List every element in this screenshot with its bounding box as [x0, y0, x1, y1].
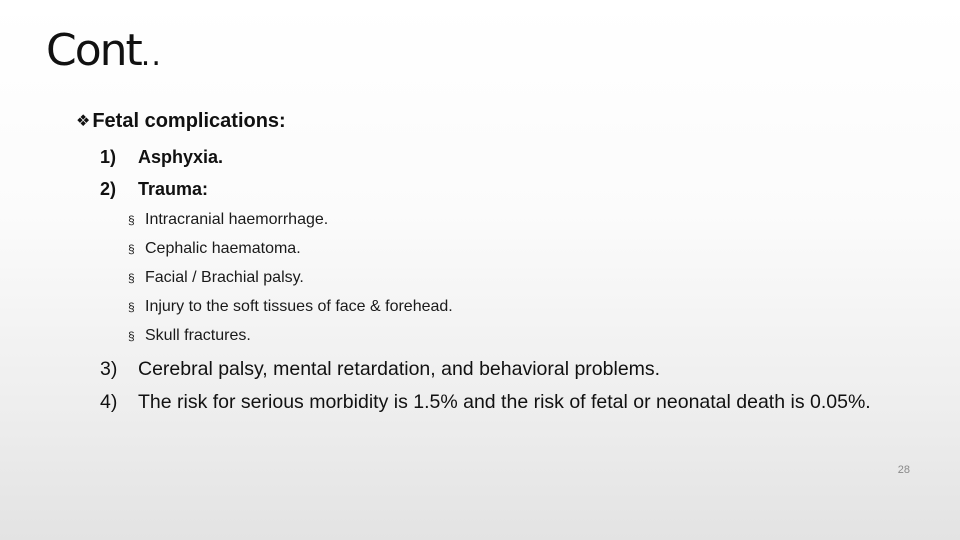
item-text: Asphyxia.: [138, 147, 224, 167]
item-number: 3): [100, 358, 118, 380]
section-bullet-icon: §: [128, 213, 135, 227]
title-text: Cont: [46, 25, 141, 76]
section-bullet-icon: §: [128, 271, 135, 285]
numbered-item-2: [100, 177, 208, 201]
bullet-text: Cephalic haematoma.: [145, 240, 301, 257]
bullet-item: [128, 238, 301, 260]
bullet-text: Skull fractures.: [145, 327, 251, 344]
numbered-item-4: [100, 387, 888, 417]
item-text: Trauma:: [138, 179, 209, 199]
item-number: 1): [100, 147, 117, 167]
title-ellipsis: ..: [140, 38, 162, 73]
numbered-item-3: [100, 354, 660, 384]
item-text: Cerebral palsy, mental retardation, and behavioral problems.: [138, 358, 661, 380]
page-number: 28: [897, 464, 910, 476]
section-heading-text: Fetal complications:: [92, 110, 286, 132]
bullet-item: [128, 296, 453, 318]
diamond-bullet-icon: ❖: [76, 113, 91, 130]
item-number: 2): [100, 179, 117, 199]
section-bullet-icon: §: [128, 329, 135, 343]
bullet-item: [128, 267, 304, 289]
bullet-item: [128, 325, 251, 347]
bullet-text: Injury to the soft tissues of face & forehead.: [145, 298, 453, 315]
bullet-item: [128, 209, 328, 231]
section-bullet-icon: §: [128, 300, 135, 314]
bullet-text: Facial / Brachial palsy.: [145, 269, 304, 286]
section-bullet-icon: §: [128, 242, 135, 256]
item-number: 4): [100, 391, 118, 413]
section-heading: [76, 108, 286, 135]
slide-title: [46, 24, 162, 83]
bullet-text: Intracranial haemorrhage.: [145, 211, 329, 228]
numbered-item-1: [100, 145, 223, 169]
item-text: The risk for serious morbidity is 1.5% and the risk of fetal or neonatal death is 0.05%.: [138, 391, 871, 413]
